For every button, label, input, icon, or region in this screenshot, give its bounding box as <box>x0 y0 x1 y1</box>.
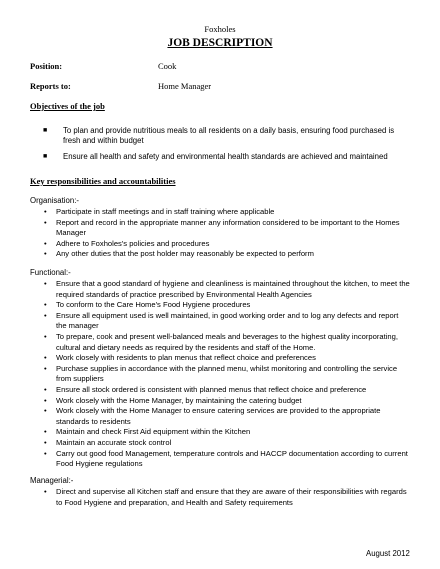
functional-list <box>0 279 440 470</box>
bullet-icon: • <box>44 384 47 394</box>
list-item: • To prepare, cook and present well-balanced meals and beverages to the highest quality incorporating, cultural and dietary needs as required by the residents and staff of the Home. <box>44 331 398 352</box>
reports-to-value: Home Manager <box>158 81 212 91</box>
list-item: ■ Ensure all health and safety and environmental health standards are achieved and maintained <box>43 152 388 161</box>
list-item: • To conform to the Care Home's Food Hygiene procedures <box>44 300 251 310</box>
list-item: • Purchase supplies in accordance with the planned menu, whilst monitoring and controlling the service from suppliers <box>44 363 398 384</box>
list-item: • Maintain an accurate stock control <box>44 437 172 447</box>
functional-section-label: Functional:- <box>30 268 71 277</box>
list-item: ■ To plan and provide nutritious meals to all residents on a daily basis, ensuring food purchased is fresh and within budget <box>43 126 395 145</box>
square-bullet-icon: ■ <box>43 153 48 160</box>
bullet-icon: • <box>44 249 47 259</box>
list-item: • Participate in staff meetings and in staff training where applicable <box>44 207 275 216</box>
document-date: August 2012 <box>366 549 410 558</box>
bullet-icon: • <box>44 363 47 373</box>
bullet-icon: • <box>44 437 47 447</box>
list-item: • Ensure that a good standard of hygiene and cleanliness is maintained throughout the kitchen, to meet the required standards of practice prescribed by Environmental Health Agencies <box>44 279 410 299</box>
position-value: Cook <box>158 61 177 71</box>
objectives-heading: Objectives of the job <box>30 101 105 111</box>
list-item: • Adhere to Foxholes's policies and procedures <box>44 238 210 248</box>
managerial-list <box>0 487 440 508</box>
bullet-icon: • <box>44 207 47 216</box>
bullet-icon: • <box>44 353 47 363</box>
bullet-icon: • <box>44 217 47 227</box>
responsibilities-heading: Key responsibilities and accountabilities <box>30 176 176 186</box>
objectives-list <box>0 126 440 168</box>
list-item: • Ensure all stock ordered is consistent with planned menus that reflect choice and preference <box>44 384 367 394</box>
document-title: JOB DESCRIPTION <box>167 37 273 49</box>
list-item: • Ensure all equipment used is well maintained, in good working order and to log any defects and report the manager <box>44 310 399 331</box>
list-item: • Any other duties that the post holder may reasonably be expected to perform <box>44 249 314 259</box>
bullet-icon: • <box>44 448 47 458</box>
bullet-icon: • <box>44 300 47 310</box>
list-item: • Carry out good food Management, temperature controls and HACCP documentation according to current Food Hygiene regulations <box>44 448 408 469</box>
organisation-name: Foxholes <box>204 24 236 34</box>
bullet-icon: • <box>44 238 47 248</box>
bullet-icon: • <box>44 487 47 496</box>
reports-to-label: Reports to: <box>30 81 71 91</box>
list-item: • Direct and supervise all Kitchen staff and ensure that they are aware of their responsibilities with regards to Food Hygiene and preparation, and Health and Safety requirements <box>44 487 407 507</box>
bullet-icon: • <box>44 279 47 288</box>
organisation-section-label: Organisation:- <box>30 196 79 205</box>
list-item: • Work closely with the Home Manager, by maintaining the catering budget <box>44 395 302 405</box>
organisation-list <box>0 207 440 260</box>
list-item: • Report and record in the appropriate manner any information considered to be important to the Homes Manager <box>44 217 400 238</box>
list-item: • Work closely with residents to plan menus that reflect choice and preferences <box>44 353 316 363</box>
list-item: • Maintain and check First Aid equipment within the Kitchen <box>44 427 251 437</box>
square-bullet-icon: ■ <box>43 127 48 134</box>
bullet-icon: • <box>44 331 47 341</box>
managerial-section-label: Managerial:- <box>30 476 74 485</box>
bullet-icon: • <box>44 310 47 320</box>
bullet-icon: • <box>44 406 47 416</box>
list-item: • Work closely with the Home Manager to ensure catering services are provided to the appropriate standards to residents <box>44 406 381 426</box>
position-label: Position: <box>30 61 63 71</box>
bullet-icon: • <box>44 427 47 437</box>
bullet-icon: • <box>44 395 47 405</box>
